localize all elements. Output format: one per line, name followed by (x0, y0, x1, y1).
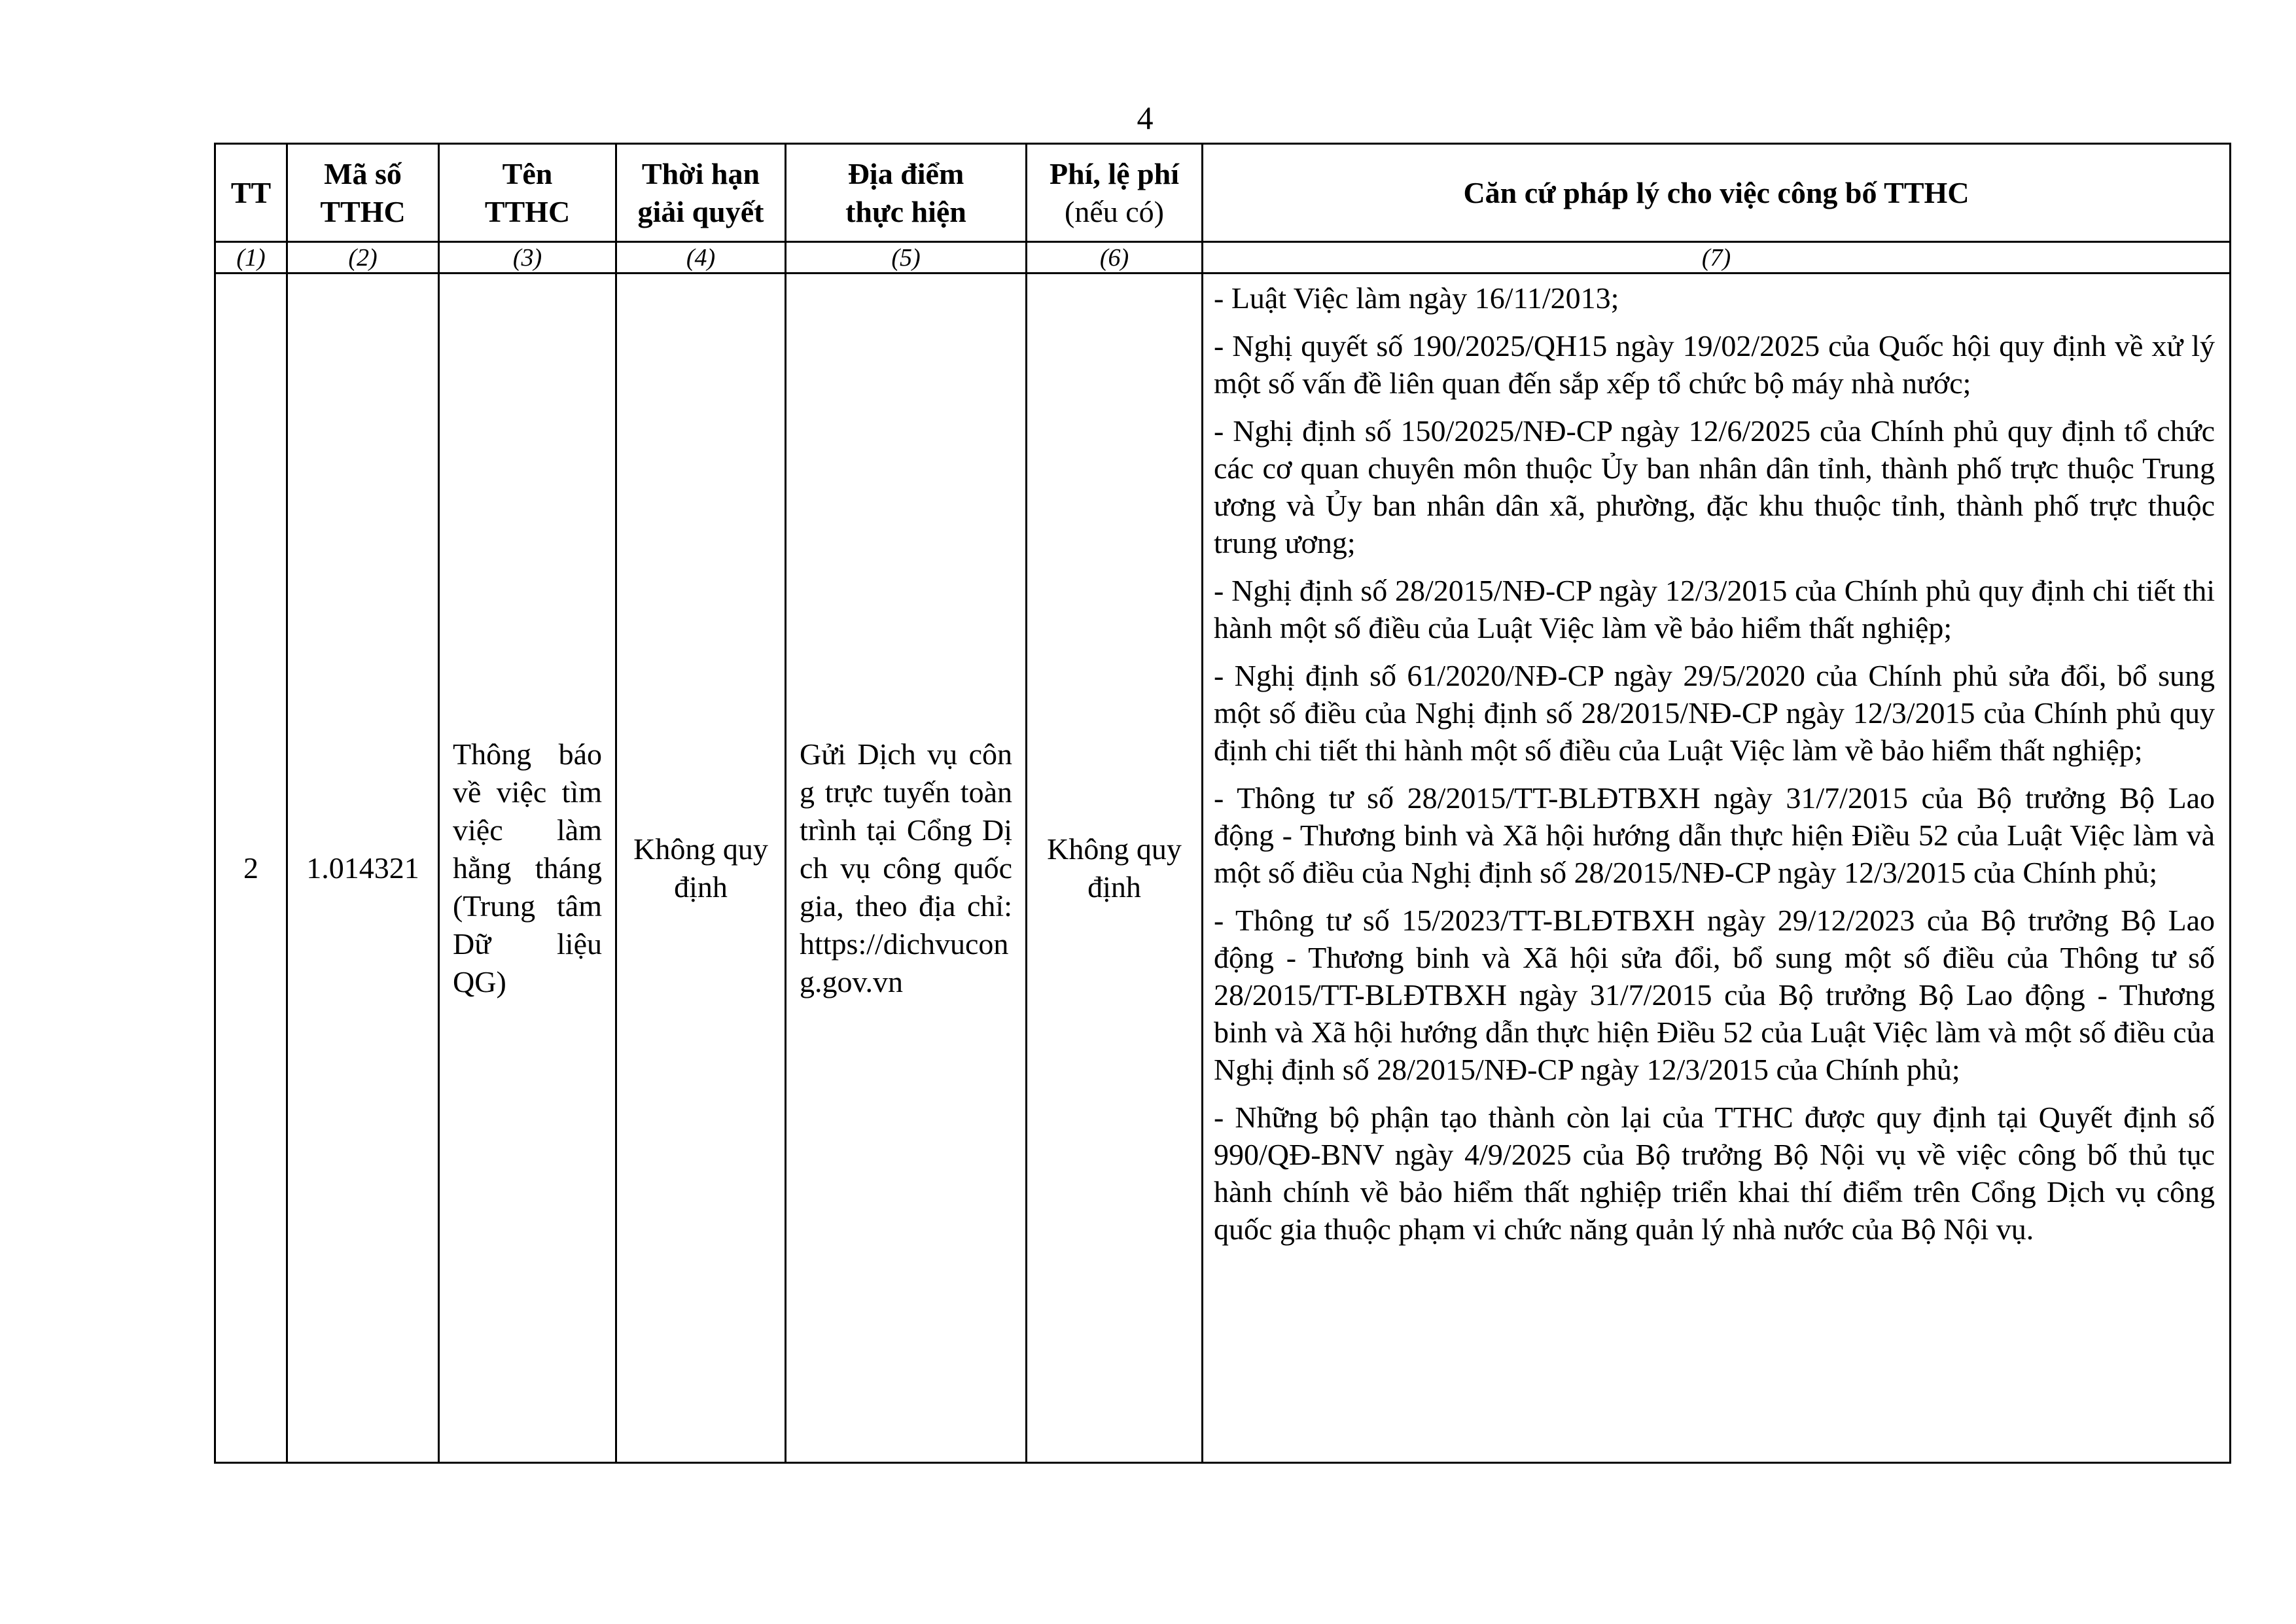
cell-ten: Thông báo về việc tìm việc làm hằng tháng (Trung tâm Dữ liệu QG) (439, 274, 616, 1463)
header-row (215, 144, 2231, 242)
cell-thoi-han: Không quy định (616, 274, 786, 1463)
legal-basis-item: - Nghị định số 150/2025/NĐ-CP ngày 12/6/2025 của Chính phủ quy định tổ chức các cơ quan chuyên môn thuộc Ủy ban nhân dân tỉnh, thành phố trực thuộc Trung ương và Ủy ban nhân dân xã, phường, đặc khu thuộc tỉnh, thành phố trực thuộc trung ương; (1214, 414, 2215, 559)
header-dia-diem: Địa điểm thực hiện (786, 144, 1027, 242)
header-ten: Tên TTHC (439, 144, 616, 242)
legal-basis-item: - Thông tư số 15/2023/TT-BLĐTBXH ngày 29/12/2023 của Bộ trưởng Bộ Lao động - Thương binh và Xã hội sửa đổi, bổ sung một số điều của Thông tư số 28/2015/TT-BLĐTBXH ngày 31/7/2015 của Bộ trưởng Bộ Lao động - Thương binh và Xã hội hướng dẫn thực hiện Điều 52 của Luật Việc làm và một số điều của Nghị định số 28/2015/NĐ-CP ngày 12/3/2015 của Chính phủ; (1214, 904, 2215, 1086)
column-number: (1) (215, 242, 287, 274)
page-number: 4 (1137, 99, 1154, 136)
legal-basis-item: - Nghị định số 61/2020/NĐ-CP ngày 29/5/2020 của Chính phủ sửa đổi, bổ sung một số điều của Nghị định số 28/2015/NĐ-CP ngày 12/3/2015 của Chính phủ quy định chi tiết thi hành một số điều của Luật Việc làm về bảo hiểm thất nghiệp; (1214, 659, 2215, 767)
header-can-cu: Căn cứ pháp lý cho việc công bố TTHC (1203, 144, 2231, 242)
table-row (215, 274, 2231, 1463)
legal-basis-item: - Nghị định số 28/2015/NĐ-CP ngày 12/3/2015 của Chính phủ quy định chi tiết thi hành một số điều của Luật Việc làm về bảo hiểm thất nghiệp; (1214, 574, 2215, 644)
header-ma-so: Mã số TTHC (287, 144, 439, 242)
cell-tt: 2 (215, 274, 287, 1463)
legal-basis-item: - Những bộ phận tạo thành còn lại của TTHC được quy định tại Quyết định số 990/QĐ-BNV ngày 4/9/2025 của Bộ trưởng Bộ Nội vụ về việc công bố thủ tục hành chính về bảo hiểm thất nghiệp triển khai thí điểm trên Cổng Dịch vụ công quốc gia thuộc phạm vi chức năng quản lý nhà nước của Bộ Nội vụ. (1214, 1101, 2215, 1246)
legal-basis-item: - Thông tư số 28/2015/TT-BLĐTBXH ngày 31/7/2015 của Bộ trưởng Bộ Lao động - Thương binh và Xã hội hướng dẫn thực hiện Điều 52 của Luật Việc làm và một số điều của Nghị định số 28/2015/NĐ-CP ngày 12/3/2015 của Chính phủ; (1214, 781, 2215, 889)
legal-basis-item: - Luật Việc làm ngày 16/11/2013; (1214, 281, 1619, 315)
column-number: (6) (1027, 242, 1203, 274)
procedure-table (214, 143, 2231, 1464)
cell-can-cu (1203, 274, 2231, 1463)
header-tt: TT (215, 144, 287, 242)
column-number: (7) (1203, 242, 2231, 274)
legal-basis-list (1214, 274, 2215, 1248)
column-number-row (215, 242, 2231, 274)
column-number: (3) (439, 242, 616, 274)
header-phi: Phí, lệ phí (nếu có) (1027, 144, 1203, 242)
header-thoi-han: Thời hạn giải quyết (616, 144, 786, 242)
legal-basis-item: - Nghị quyết số 190/2025/QH15 ngày 19/02/2025 của Quốc hội quy định về xử lý một số vấn đề liên quan đến sắp xếp tổ chức bộ máy nhà nước; (1214, 329, 2215, 400)
column-number: (2) (287, 242, 439, 274)
cell-ma-so: 1.014321 (287, 274, 439, 1463)
cell-dia-diem: Gửi Dịch vụ công trực tuyến toàn trình tại Cổng Dịch vụ công quốc gia, theo địa chỉ: https://dichvucong.gov.vn (786, 274, 1027, 1463)
cell-phi: Không quy định (1027, 274, 1203, 1463)
column-number: (4) (616, 242, 786, 274)
column-number: (5) (786, 242, 1027, 274)
